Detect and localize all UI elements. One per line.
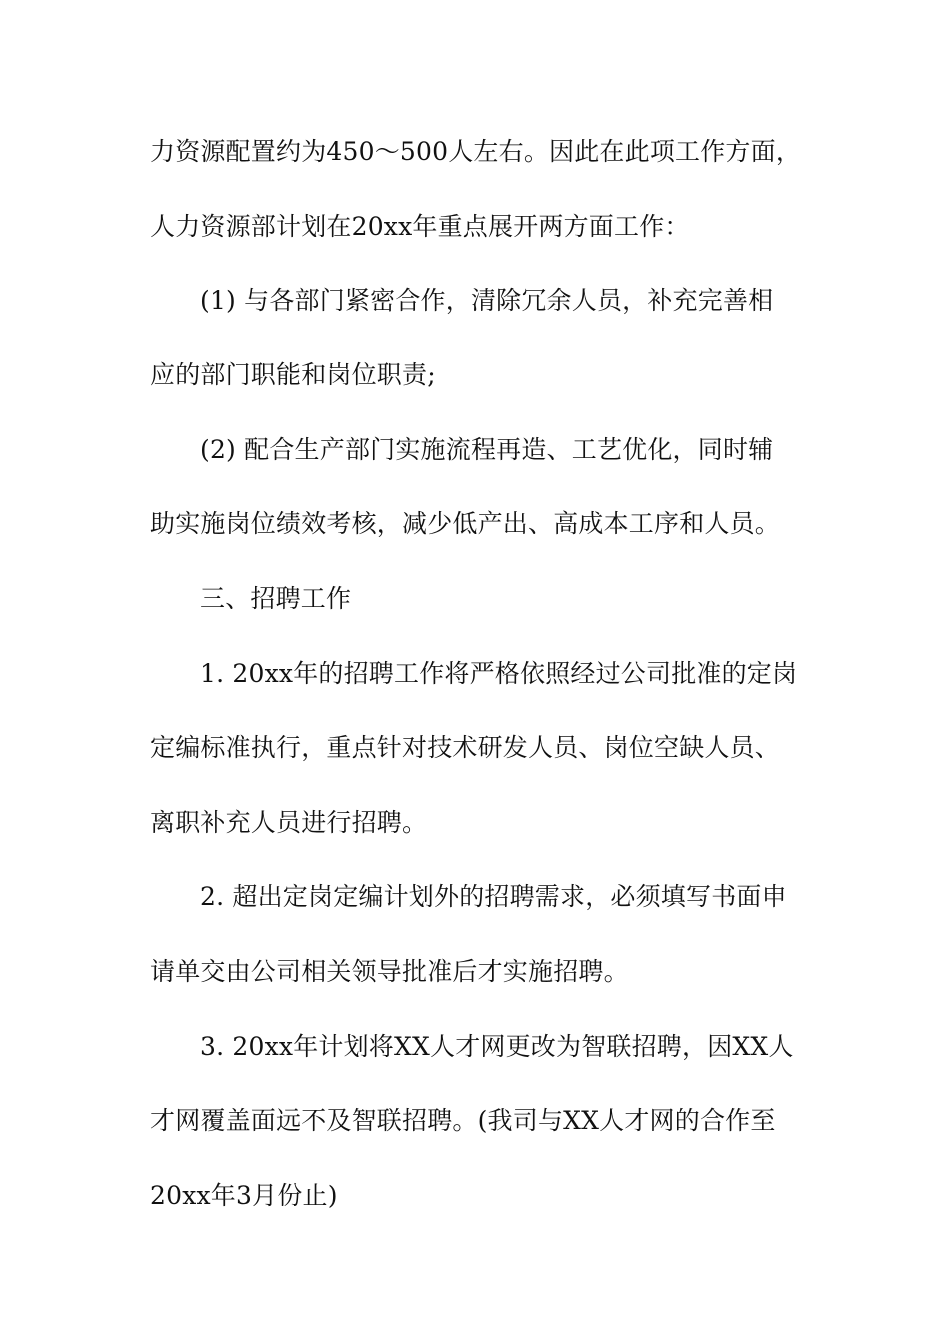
text-line: 人力资源部计划在20xx年重点展开两方面工作：: [150, 212, 690, 241]
list-item-1-line: (1) 与各部门紧密合作，清除冗余人员，补充完善相: [200, 286, 774, 315]
text-line: 力资源配置约为450～500人左右。因此在此项工作方面，: [150, 137, 802, 166]
numbered-item-2-line: 2. 超出定岗定编计划外的招聘需求，必须填写书面申: [200, 882, 787, 911]
numbered-item-1-line: 1. 20xx年的招聘工作将严格依照经过公司批准的定岗: [200, 659, 798, 688]
text-line: 离职补充人员进行招聘。: [150, 808, 428, 837]
text-line: 请单交由公司相关领导批准后才实施招聘。: [150, 957, 629, 986]
numbered-item-3-line: 3. 20xx年计划将XX人才网更改为智联招聘，因XX人: [200, 1032, 794, 1061]
text-line: 定编标准执行，重点针对技术研发人员、岗位空缺人员、: [150, 733, 781, 762]
text-line: 20xx年3月份止): [150, 1181, 338, 1210]
list-item-2-line: (2) 配合生产部门实施流程再造、工艺优化，同时辅: [200, 435, 774, 464]
text-line: 才网覆盖面远不及智联招聘。(我司与XX人才网的合作至: [150, 1106, 776, 1135]
text-line: 助实施岗位绩效考核，减少低产出、高成本工序和人员。: [150, 509, 781, 538]
section-heading: 三、招聘工作: [200, 584, 352, 613]
text-line: 应的部门职能和岗位职责;: [150, 360, 436, 389]
